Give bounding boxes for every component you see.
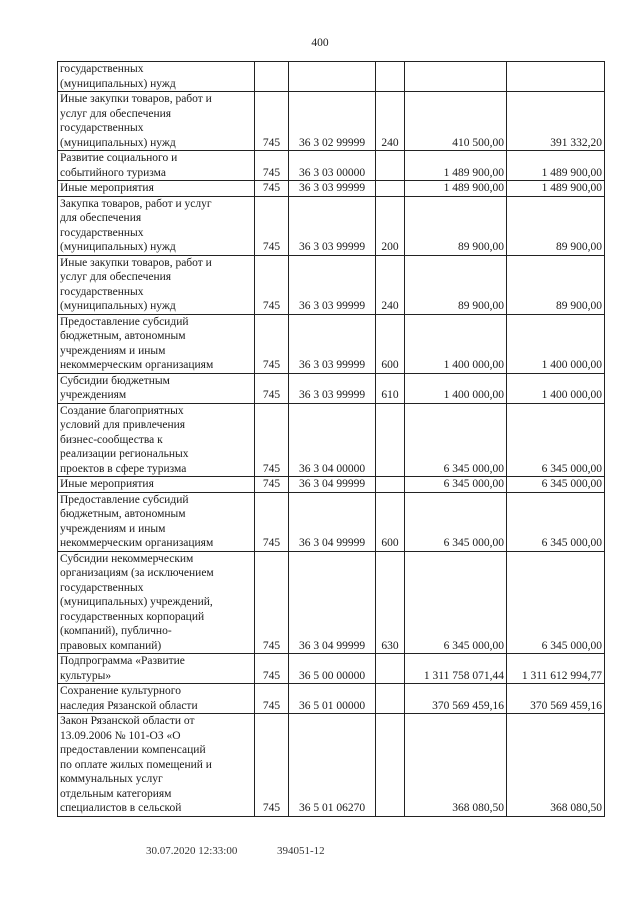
item-name-line: событийного туризма bbox=[60, 166, 166, 179]
item-name-line: услуг для обеспечения bbox=[60, 107, 172, 120]
item-name-line: проектов в сфере туризма bbox=[60, 462, 187, 475]
item-name-line: Субсидии бюджетным bbox=[60, 374, 170, 387]
table-row bbox=[58, 551, 605, 654]
cell-amount-executed bbox=[507, 62, 605, 92]
item-name-line: Предоставление субсидий bbox=[60, 315, 189, 328]
item-name-line: учреждениям и иным bbox=[60, 344, 166, 357]
cell-department-code: 745 bbox=[255, 255, 289, 314]
item-name-line: реализации региональных bbox=[60, 448, 189, 460]
cell-department-code: 745 bbox=[255, 403, 289, 477]
item-name-line: Иные закупки товаров, работ и bbox=[60, 256, 212, 269]
cell-amount-executed: 1 400 000,00 bbox=[507, 314, 605, 373]
table-row bbox=[58, 92, 605, 151]
cell-item-name bbox=[58, 92, 255, 151]
cell-amount-executed: 368 080,50 bbox=[507, 714, 605, 817]
cell-item-name bbox=[58, 551, 255, 654]
item-name-line: 13.09.2006 № 101-ОЗ «О bbox=[60, 729, 181, 742]
cell-amount-executed: 89 900,00 bbox=[507, 196, 605, 255]
item-name-line: учреждениям bbox=[60, 389, 127, 401]
cell-amount-executed: 6 345 000,00 bbox=[507, 492, 605, 551]
cell-amount-executed: 89 900,00 bbox=[507, 255, 605, 314]
cell-item-name bbox=[58, 373, 255, 403]
cell-target-article: 36 3 03 99999 bbox=[289, 314, 376, 373]
cell-item-name bbox=[58, 62, 255, 92]
table-row bbox=[58, 62, 605, 92]
cell-amount-executed: 1 489 900,00 bbox=[507, 151, 605, 181]
cell-expense-type: 610 bbox=[376, 373, 405, 403]
footer-document-id: 394051-12 bbox=[277, 845, 325, 857]
cell-item-name bbox=[58, 492, 255, 551]
table-row bbox=[58, 654, 605, 684]
cell-amount-approved: 410 500,00 bbox=[405, 92, 507, 151]
table-row bbox=[58, 255, 605, 314]
item-name-line: государственных bbox=[60, 226, 144, 239]
cell-amount-executed: 1 311 612 994,77 bbox=[507, 654, 605, 684]
cell-department-code: 745 bbox=[255, 151, 289, 181]
table-row bbox=[58, 181, 605, 197]
cell-item-name bbox=[58, 714, 255, 817]
cell-expense-type bbox=[376, 181, 405, 197]
table-row bbox=[58, 314, 605, 373]
cell-amount-approved: 6 345 000,00 bbox=[405, 477, 507, 493]
cell-expense-type: 600 bbox=[376, 314, 405, 373]
cell-expense-type: 600 bbox=[376, 492, 405, 551]
item-name-line: организациям (за исключением bbox=[60, 567, 214, 579]
cell-amount-approved: 1 311 758 071,44 bbox=[405, 654, 507, 684]
cell-department-code: 745 bbox=[255, 714, 289, 817]
cell-department-code: 745 bbox=[255, 477, 289, 493]
cell-amount-approved: 1 400 000,00 bbox=[405, 373, 507, 403]
cell-expense-type bbox=[376, 684, 405, 714]
budget-table bbox=[57, 61, 605, 817]
cell-amount-executed: 1 400 000,00 bbox=[507, 373, 605, 403]
table-row bbox=[58, 477, 605, 493]
item-name-line: услуг для обеспечения bbox=[60, 271, 172, 283]
cell-amount-approved: 1 400 000,00 bbox=[405, 314, 507, 373]
cell-expense-type bbox=[376, 714, 405, 817]
cell-target-article: 36 5 00 00000 bbox=[289, 654, 376, 684]
cell-amount-approved: 1 489 900,00 bbox=[405, 151, 507, 181]
cell-amount-executed: 6 345 000,00 bbox=[507, 551, 605, 654]
item-name-line: Создание благоприятных bbox=[60, 404, 184, 417]
cell-expense-type: 240 bbox=[376, 255, 405, 314]
cell-target-article: 36 3 03 99999 bbox=[289, 255, 376, 314]
item-name-line: государственных bbox=[60, 285, 144, 298]
cell-amount-approved: 6 345 000,00 bbox=[405, 492, 507, 551]
item-name-line: некоммерческим организациям bbox=[60, 537, 214, 549]
cell-target-article: 36 3 04 99999 bbox=[289, 551, 376, 654]
cell-department-code: 745 bbox=[255, 181, 289, 197]
cell-department-code: 745 bbox=[255, 196, 289, 255]
cell-amount-approved: 89 900,00 bbox=[405, 255, 507, 314]
item-name-line: специалистов в сельской bbox=[60, 802, 182, 814]
table-row bbox=[58, 403, 605, 477]
cell-target-article: 36 3 02 99999 bbox=[289, 92, 376, 151]
item-name-line: государственных bbox=[60, 581, 144, 594]
item-name-line: правовых компаний) bbox=[60, 639, 162, 652]
cell-expense-type: 200 bbox=[376, 196, 405, 255]
item-name-line: (муниципальных) нужд bbox=[60, 300, 176, 312]
cell-amount-approved: 1 489 900,00 bbox=[405, 181, 507, 197]
item-name-line: Иные закупки товаров, работ и bbox=[60, 93, 212, 105]
item-name-line: по оплате жилых помещений и bbox=[60, 758, 212, 771]
cell-expense-type: 240 bbox=[376, 92, 405, 151]
item-name-line: предоставлении компенсаций bbox=[60, 744, 206, 756]
cell-department-code: 745 bbox=[255, 314, 289, 373]
item-name-line: бизнес-сообщества к bbox=[60, 433, 163, 446]
item-name-line: некоммерческим организациям bbox=[60, 359, 214, 371]
cell-expense-type bbox=[376, 654, 405, 684]
cell-item-name bbox=[58, 255, 255, 314]
cell-department-code: 745 bbox=[255, 373, 289, 403]
table-row bbox=[58, 373, 605, 403]
item-name-line: Подпрограмма «Развитие bbox=[60, 655, 185, 667]
item-name-line: Субсидии некоммерческим bbox=[60, 552, 194, 565]
item-name-line: для обеспечения bbox=[60, 212, 142, 224]
item-name-line: (компаний), публично- bbox=[60, 625, 172, 637]
item-name-line: культуры» bbox=[60, 669, 112, 682]
table-row bbox=[58, 196, 605, 255]
cell-amount-executed: 6 345 000,00 bbox=[507, 477, 605, 493]
item-name-line: (муниципальных) нужд bbox=[60, 136, 176, 149]
cell-target-article: 36 3 04 99999 bbox=[289, 477, 376, 493]
item-name-line: наследия Рязанской области bbox=[60, 699, 198, 712]
cell-item-name bbox=[58, 196, 255, 255]
cell-target-article: 36 3 03 99999 bbox=[289, 373, 376, 403]
cell-amount-executed: 6 345 000,00 bbox=[507, 403, 605, 477]
cell-department-code: 745 bbox=[255, 654, 289, 684]
item-name-line: (муниципальных) учреждений, bbox=[60, 596, 213, 608]
item-name-line: отдельным категориям bbox=[60, 787, 172, 800]
budget-table-body bbox=[58, 62, 605, 817]
cell-target-article: 36 5 01 00000 bbox=[289, 684, 376, 714]
item-name-line: бюджетным, автономным bbox=[60, 508, 186, 520]
item-name-line: государственных корпораций bbox=[60, 610, 205, 623]
cell-item-name bbox=[58, 181, 255, 197]
item-name-line: Иные мероприятия bbox=[60, 182, 154, 194]
cell-amount-executed: 1 489 900,00 bbox=[507, 181, 605, 197]
cell-item-name bbox=[58, 314, 255, 373]
item-name-line: бюджетным, автономным bbox=[60, 330, 186, 342]
cell-amount-approved: 368 080,50 bbox=[405, 714, 507, 817]
cell-item-name bbox=[58, 403, 255, 477]
item-name-line: Предоставление субсидий bbox=[60, 493, 189, 506]
cell-amount-approved: 89 900,00 bbox=[405, 196, 507, 255]
cell-amount-executed: 391 332,20 bbox=[507, 92, 605, 151]
cell-amount-approved bbox=[405, 62, 507, 92]
cell-target-article: 36 3 03 99999 bbox=[289, 181, 376, 197]
item-name-line: Закупка товаров, работ и услуг bbox=[60, 197, 212, 210]
cell-item-name bbox=[58, 684, 255, 714]
item-name-line: государственных bbox=[60, 122, 144, 134]
cell-department-code: 745 bbox=[255, 92, 289, 151]
cell-expense-type bbox=[376, 477, 405, 493]
item-name-line: Закон Рязанской области от bbox=[60, 715, 195, 727]
page-number: 400 bbox=[311, 37, 329, 49]
item-name-line: (муниципальных) нужд bbox=[60, 77, 176, 90]
cell-expense-type bbox=[376, 403, 405, 477]
cell-target-article: 36 3 03 00000 bbox=[289, 151, 376, 181]
item-name-line: учреждениям и иным bbox=[60, 522, 166, 535]
item-name-line: Иные мероприятия bbox=[60, 478, 154, 490]
cell-expense-type bbox=[376, 151, 405, 181]
item-name-line: государственных bbox=[60, 63, 144, 75]
cell-target-article: 36 3 04 99999 bbox=[289, 492, 376, 551]
cell-target-article bbox=[289, 62, 376, 92]
cell-department-code: 745 bbox=[255, 492, 289, 551]
item-name-line: Развитие социального и bbox=[60, 152, 178, 164]
item-name-line: коммунальных услуг bbox=[60, 773, 163, 785]
cell-amount-approved: 370 569 459,16 bbox=[405, 684, 507, 714]
item-name-line: Сохранение культурного bbox=[60, 685, 181, 697]
footer-timestamp: 30.07.2020 12:33:00 bbox=[146, 845, 238, 857]
item-name-line: (муниципальных) нужд bbox=[60, 241, 176, 253]
cell-item-name bbox=[58, 654, 255, 684]
cell-target-article: 36 3 03 99999 bbox=[289, 196, 376, 255]
cell-department-code bbox=[255, 62, 289, 92]
cell-target-article: 36 3 04 00000 bbox=[289, 403, 376, 477]
cell-expense-type: 630 bbox=[376, 551, 405, 654]
cell-item-name bbox=[58, 151, 255, 181]
item-name-line: условий для привлечения bbox=[60, 419, 186, 431]
table-row bbox=[58, 492, 605, 551]
cell-amount-executed: 370 569 459,16 bbox=[507, 684, 605, 714]
cell-amount-approved: 6 345 000,00 bbox=[405, 551, 507, 654]
cell-target-article: 36 5 01 06270 bbox=[289, 714, 376, 817]
table-row bbox=[58, 151, 605, 181]
table-row bbox=[58, 714, 605, 817]
cell-department-code: 745 bbox=[255, 684, 289, 714]
cell-department-code: 745 bbox=[255, 551, 289, 654]
cell-expense-type bbox=[376, 62, 405, 92]
table-row bbox=[58, 684, 605, 714]
cell-amount-approved: 6 345 000,00 bbox=[405, 403, 507, 477]
cell-item-name bbox=[58, 477, 255, 493]
